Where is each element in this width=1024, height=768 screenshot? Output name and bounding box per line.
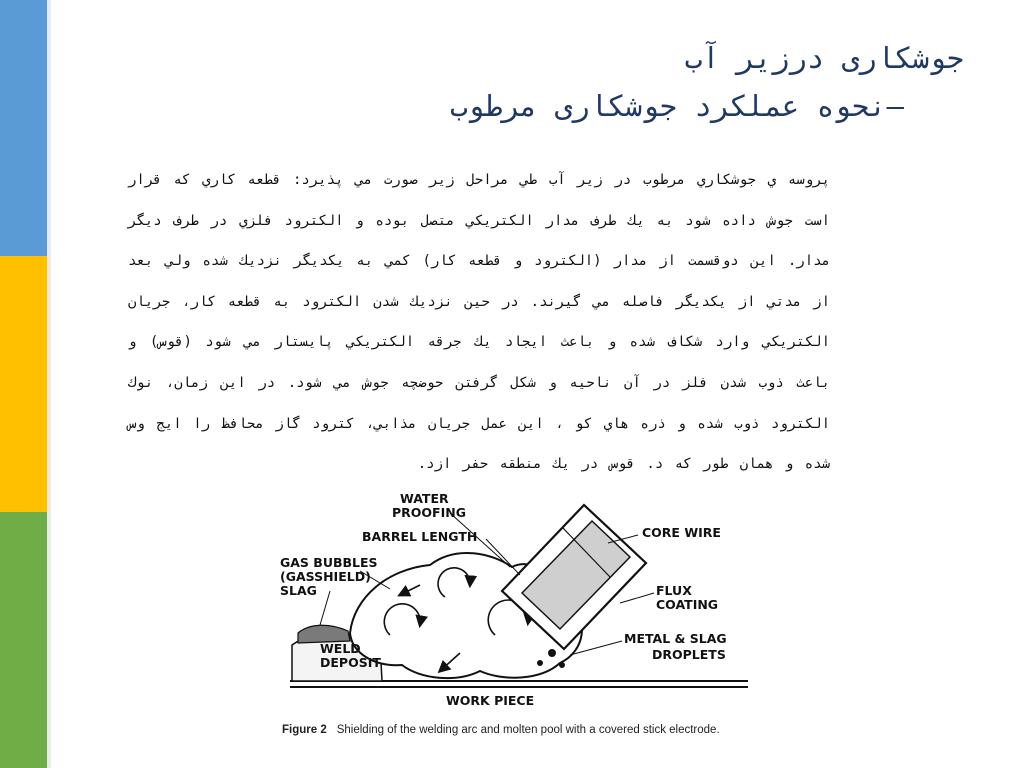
slide-title-line-1: جوشکاری درزیر آب <box>684 41 964 75</box>
label-metal-slag-1: METAL & SLAG <box>624 631 727 646</box>
welding-diagram <box>270 485 810 725</box>
label-gas-bubbles-2: (GASSHIELD) <box>280 569 371 584</box>
label-water-proofing-2: PROOFING <box>392 505 466 520</box>
label-metal-slag-2: DROPLETS <box>652 647 726 662</box>
accent-stripe-blue <box>0 0 47 256</box>
accent-stripe-edge <box>47 0 51 768</box>
label-weld-deposit-2: DEPOSIT <box>320 655 381 670</box>
label-core-wire: CORE WIRE <box>642 525 721 540</box>
label-flux-1: FLUX <box>656 583 692 598</box>
slide-body-paragraph: پروسه ي جوشكاري مرطوب در زير آب طي مراحل زير صورت مي پذيرد: قطعه كاري كه قرار است جوش داده شود به يك طرف مدار الكتريكي متصل بوده و الكترود فلزي در طرف ديگر مدار. اين دوقسمت از مدار (الكترود و قطعه كار) كمي به يكديگر نزديك شده ولي بعد از مدتي از يكديگر فاصله مي گيرند. در حين نزديك شدن الكترود به قطعه كار، جريان الكتريكي وارد شكاف شده و باعث ايجاد يك جرقه الكتريكي پايستار مي شود (قوس) و باعث ذوب شدن فلز در آن ناحيه و شكل گرفتن حوضچه جوش مي شود. در اين زمان، نوك الكترود ذوب شده و ذره هاي كو ، اين عمل جريان مذابي، كترود گاز محافظ را ايج وس شده و همان طور كه د. قوس در يك منطقه حفر ازد. <box>128 172 830 473</box>
label-water-proofing-1: WATER <box>400 491 449 506</box>
slide-title <box>450 34 964 130</box>
welding-diagram-figure <box>270 485 810 745</box>
accent-stripe-yellow <box>0 256 47 512</box>
label-weld-deposit-1: WELD <box>320 641 361 656</box>
figure-caption <box>282 724 720 736</box>
label-barrel-length: BARREL LENGTH <box>362 529 478 544</box>
label-gas-bubbles-1: GAS BUBBLES <box>280 555 378 570</box>
label-flux-2: COATING <box>656 597 719 612</box>
slide-title-line-2: –نحوه عملکرد جوشکاری مرطوب <box>450 89 904 123</box>
figure-caption-text: Shielding of the welding arc and molten pool with a covered stick electrode. <box>336 724 720 736</box>
metal-droplet <box>537 660 543 666</box>
accent-stripe-green <box>0 512 47 768</box>
leader-line <box>620 593 654 603</box>
metal-droplet <box>548 649 556 657</box>
label-work-piece: WORK PIECE <box>446 693 535 708</box>
figure-caption-number: Figure 2 <box>282 724 327 736</box>
label-slag: SLAG <box>280 583 317 598</box>
metal-droplet <box>559 662 565 668</box>
leader-line <box>320 591 330 625</box>
